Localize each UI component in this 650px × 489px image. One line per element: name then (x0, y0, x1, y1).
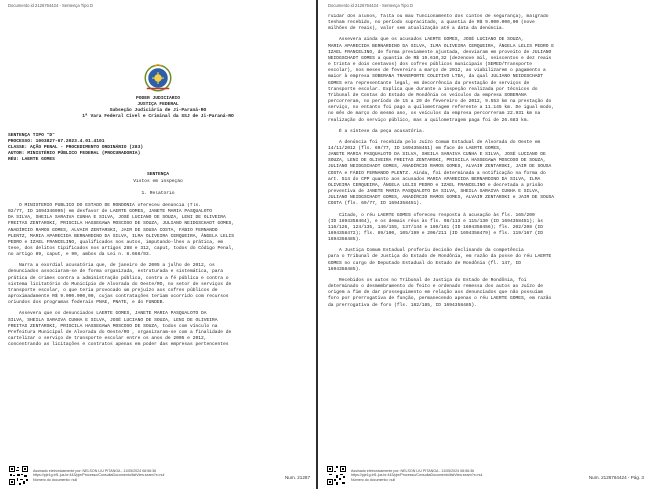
paragraph (328, 248, 640, 273)
paragraph (328, 14, 640, 32)
text-line: tese, dos delitos tipificados nos artigos 288 e 312, caput, todos do Código Penal, (8, 245, 235, 251)
document-header: Documento id 2126764424 - Sentença Tipo D (8, 3, 93, 8)
text-line: Narra a exordial acusatória que, de janeiro de 2005 a julho de 2012, os (8, 263, 215, 269)
paragraph (328, 37, 640, 123)
signature-text (33, 469, 164, 482)
court-line: Subseção Judiciária de Ji-Paraná-RO (109, 108, 207, 114)
text-line: percorreram, no período de 15 a 29 de fevereiro de 2012, 9.553 km na prestação do (328, 99, 552, 105)
text-line: origem a fim de dar prosseguimento em relação aos denunciados que não possuíam (328, 290, 544, 296)
text-line: transporte escolar. Explica que durante a inspeção realizada por técnicos do (328, 86, 538, 92)
text-line: GOMES era representante legal, em decorrência da prestação de serviços de (328, 80, 530, 86)
text-line: COSTA e FÁBIO FERNANDO PLENTZ. Ainda, foi determinada a notificação na forma do (328, 170, 546, 176)
page-number: Num. 2126764424 - Pág. 3 (588, 475, 644, 480)
body-text (328, 14, 640, 314)
case-row: RÉU: LAERTE GOMES (8, 157, 55, 163)
text-line: serviço, no entanto foi pago a quilometragem referente a 11.145 km. De igual modo, (328, 105, 555, 111)
text-line: tenham recebido, no período supracitado, a quantia de R$ 9.000.000,00 (nove (328, 20, 535, 26)
body-text (8, 203, 308, 353)
court-line: 1ª Vara Federal Cível e Criminal da SSJ de Ji-Paraná-RO (82, 114, 234, 120)
signature-line: Assinado eletronicamente por: NELSON LIU PITANGA - 11/05/2024 08:56:36 (351, 469, 475, 474)
text-line: SOUZA, LENI DE OLIVEIRA FREITAS ZENTARSKI, PRISCILA HASSEGAWA MOSCOSO DE SOUZA, (328, 158, 546, 164)
case-row: CLASSE: AÇÃO PENAL - PROCEDIMENTO ORDINÁRIO (283) (8, 144, 144, 150)
document-page-right (318, 0, 650, 489)
text-line: foro por prerrogativa de função, permanecendo apenas o réu LAERTE GOMES, em razão (328, 296, 552, 302)
text-line: 14/11/2012 (fls. 69/77, ID 1694358451) em face de LAERTE GOMES, (328, 145, 502, 151)
text-line: Citado, o réu LAERTE GOMES ofereceu resposta à acusação às fls. 165/200 (328, 212, 535, 218)
text-line: 1694358485). (328, 266, 362, 272)
page-number: Num. 21287 (284, 475, 310, 480)
text-line: DA SILVA, SHEILA SARAIVA CUNHA E SILVA, JOSÉ LUCIANO DE SOUZA, LENI DE OLIVEIRA (8, 215, 226, 221)
text-line: 1694358472); fls. 89/100, 105/199 e 206/211 (ID 1694358479) e fls. 119/167 (ID (328, 231, 544, 236)
case-row: PROCESSO: 1003827-67.2023.4.01.4101 (8, 138, 105, 144)
signature-footer (318, 463, 650, 489)
text-line: PLENTZ, MARIA APARECIDA BERNARDINO DA SILVA, ILMA OLIVEIRA CERQUEIRA, ÂNGELA LELIS (8, 233, 235, 239)
signature-url[interactable]: https://pje1g.trf1.jus.br:443/pje/Processo/ConsultaDocumento/listView.seam?x=nul (351, 473, 483, 478)
text-line: Assevera que os denunciados LAERTE GOMES, JANETE MARIA PASQUALOTO DA (8, 311, 207, 317)
text-line: preventiva de JANETE MARIA PASQUALOTO DA SILVA, SHEILA SARAIVA CUNHA E SILVA, (328, 189, 541, 195)
text-line: aproximadamente R$ 9.000.000,00, cujas contratações teriam ocorrido com recursos (8, 294, 229, 300)
signature-line: Número do documento: null (351, 477, 396, 482)
text-line: no mês de março do mesmo ano, os veículos da empresa percorreram 22.931 km na (328, 111, 541, 117)
text-line: Recebidos os autos no Tribunal de Justiça do Estado de Rondônia, foi (328, 277, 527, 283)
text-line: ruidar dos alunos, falta ou mau funcionamento dos cintos de segurança), malgrado (328, 14, 549, 19)
text-line: OLIVEIRA CERQUEIRA, ÂNGELA LELIS PEDRO e IZAEL FRANCELINO e decretada a prisão (328, 182, 544, 188)
document-page-left (0, 0, 316, 489)
text-line: FREITAS ZENTARSKI, PRISCILA HASSEGAWA MOSCOSO DE SOUZA, todos com vínculo na (8, 323, 218, 329)
text-line: JANETE MARIA PASQUALOTO DA SILVA, SHEILA SARAIVA CUNHA E SILVA, JOSÉ LUCIANO DE (328, 152, 546, 158)
text-line: da prerrogativa de foro (fls. 182/185, ID 1694358485). (328, 302, 477, 308)
text-line: escolar), nos meses de fevereiro a março de 2012, ao viabilizarem o pagamento a (328, 68, 546, 74)
document-header: Documento id 2126764424 - Sentença Tipo D (328, 3, 413, 8)
qr-code-icon (326, 465, 347, 486)
text-line: determinado o desmembramento do feito e ordenado remessa dos autos ao Juízo de (328, 284, 544, 290)
text-line: O MINISTÉRIO PÚBLICO DO ESTADO DE RONDÔNIA ofereceu denúncia (fls. (8, 202, 201, 208)
case-row: AUTOR: MINISTÉRIO PÚBLICO FEDERAL (PROCURADORIA) (8, 151, 141, 157)
text-line: COSTA (fls. 69/77, ID 1694358451). (328, 201, 422, 207)
signature-line: Número do documento: null (33, 477, 78, 482)
sentence-subtitle: Vistos em inspeção (133, 178, 183, 184)
text-line: realização do serviço público, mas a quilometragem paga foi de 26.683 km. (328, 117, 530, 123)
paragraph (8, 203, 308, 258)
text-line: art. 514 do CPP quanto aos acusados MARIA APARECIDA BERNARDINO DA SILVA, ILMA (328, 176, 541, 182)
case-row: SENTENÇA TIPO "D" (8, 132, 55, 138)
text-line: concentrando as licitações e contratos apenas em poder das empresas pertencentes (8, 342, 229, 348)
court-line: JUSTIÇA FEDERAL (137, 102, 179, 108)
text-line: 02/77, ID 1694346995) em desfavor de LAERTE GOMES, JANETE MARIA PASQUALOTO (8, 209, 212, 215)
text-line: NEIDGSCHADT GOMES a quantia de R$ 19.610,32 (dezenove mil, seiscentos e dez reais (328, 55, 552, 61)
text-line: (ID 1694358464), e os demais réus às fls. 98/113 e 115/130 (ID 1694358451); às (328, 218, 544, 224)
text-line: e trinta e dois centavos) dos cofres públicos municipais (SEMED/Transporte (328, 62, 532, 68)
text-line: no artigo 89, caput, e 90, ambos da Lei n. 8.666/93. (8, 252, 152, 258)
text-line: GOMES no cargo de Deputado Estadual do Estado de Rondônia (fl. 147, ID (328, 260, 521, 266)
paragraph (328, 278, 640, 309)
case-info (8, 133, 308, 164)
text-line: maior à empresa SOBERANA TRANSPORTE COLETIVO LTDA, da qual JULIANO NEIDGSCHADT (328, 74, 544, 80)
text-line: IZAEL FRANCELINO, de forma previamente ajustada, desviaram em proveito de JULIANO (328, 49, 552, 55)
text-line: Assevera ainda que os acusados LAERTE GOMES, JOSÉ LUCIANO DE SOUZA, (328, 37, 524, 43)
paragraph (328, 213, 640, 244)
text-line: prática de crimes contra a administração pública, contra a fé pública e contra o (8, 275, 229, 281)
text-line: Prefeitura Municipal de Alvorada do Oeste/RO , organizaram-se com a finalidade de (8, 329, 232, 335)
text-line: JULIANO NEIDGSCHADT GOMES, ANADÍRCIO RAMOS GOMES, ALVAIR ZENTARSKI e JAIR DE SOUSA (328, 195, 555, 201)
text-line: para o Tribunal de Justiça do Estado de Rondônia, em razão da posse do réu LAERTE (328, 254, 552, 260)
text-line: ANADÍRCIO RAMOS GOMES, ALVAIR ZENTARSKI, JAIR DE SOUSA COSTA, FÁBIO FERNANDO (8, 227, 218, 233)
paragraph (8, 311, 308, 348)
signature-footer (0, 463, 316, 489)
signature-url[interactable]: https://pje1g.trf1.jus.br:443/pje/Processo/ConsultaDocumento/listView.seam?x=nul (33, 473, 165, 478)
paragraph (8, 263, 308, 306)
sentence-title: SENTENÇA (146, 172, 170, 178)
text-line: cartelizar o serviço de transporte escolar entre os anos de 2005 e 2012, (8, 336, 207, 341)
text-line: 116/126, 124/135, 146/155, 137/144 e 160/161 (ID 1694358456); fls. 202/208 (ID (328, 224, 544, 230)
text-line: FREITAS ZENTARSKI, PRISCILA HASSEGAWA MOSCOSO DE SOUZA, JULIANO NEIDGSCHADT GOMES, (8, 221, 235, 227)
text-line: A denúncia foi recebida pelo Juízo Comum Estadual de Alvorada do Oeste em (328, 139, 541, 145)
text-line: 1694358485). (328, 237, 362, 243)
coat-of-arms-icon (143, 63, 173, 93)
section-heading: 1. Relatório (141, 190, 175, 196)
text-line: milhões de reais), valor sem atualização até a data da denúncia. (328, 26, 505, 32)
text-line: JULIANO NEIDGSCHADT GOMES, ANADÍRCIO RAMOS GOMES, ALVAIR ZENTARSKI, JAIR DE SOUSA (328, 164, 552, 170)
text-line: PEDRO e IZAEL FRANCELINO, qualificados nos autos, imputando-lhes a prática, em (8, 239, 224, 245)
text-line: Tribunal de Contas do Estado de Rondônia os veículos da empresa SOBERANA (328, 92, 527, 98)
text-line: denunciados associaram-se de forma organizada, estruturada e sistemática, para (8, 269, 224, 275)
court-line: PODER JUDICIÁRIO (135, 96, 181, 101)
text-line: É a síntese da peça acusatória. (328, 128, 425, 134)
signature-line: Assinado eletronicamente por: NELSON LIU PITANGA - 11/05/2024 08:56:36 (33, 469, 157, 474)
signature-text (351, 469, 482, 482)
text-line: oriundos dos programas federais PNAE, PNATE, e do FUNDEB. (8, 300, 166, 306)
paragraph (328, 129, 640, 135)
text-line: A Justiça Comum Estadual proferiu decisão declinando da competência (328, 248, 524, 254)
court-heading (8, 96, 308, 121)
text-line: transporte escolar, o que teria provocado um prejuízo aos cofres públicos de (8, 287, 218, 293)
text-line: sistema licitatório do Município de Alvorada do Oeste/RO, no setor de serviços de (8, 281, 232, 287)
text-line: MARIA APARECIDA BERNARDINO DA SILVA, ILMA OLIVEIRA CERQUEIRA, ÂNGELA LELIS PEDRO E (328, 43, 555, 49)
paragraph (328, 140, 640, 208)
text-line: SILVA, SHEILA SARAIVA CUNHA E SILVA, JOSÉ LUCIANO DE SOUZA, LENI DE OLIVEIRA (8, 317, 218, 323)
qr-code-icon (8, 465, 29, 486)
